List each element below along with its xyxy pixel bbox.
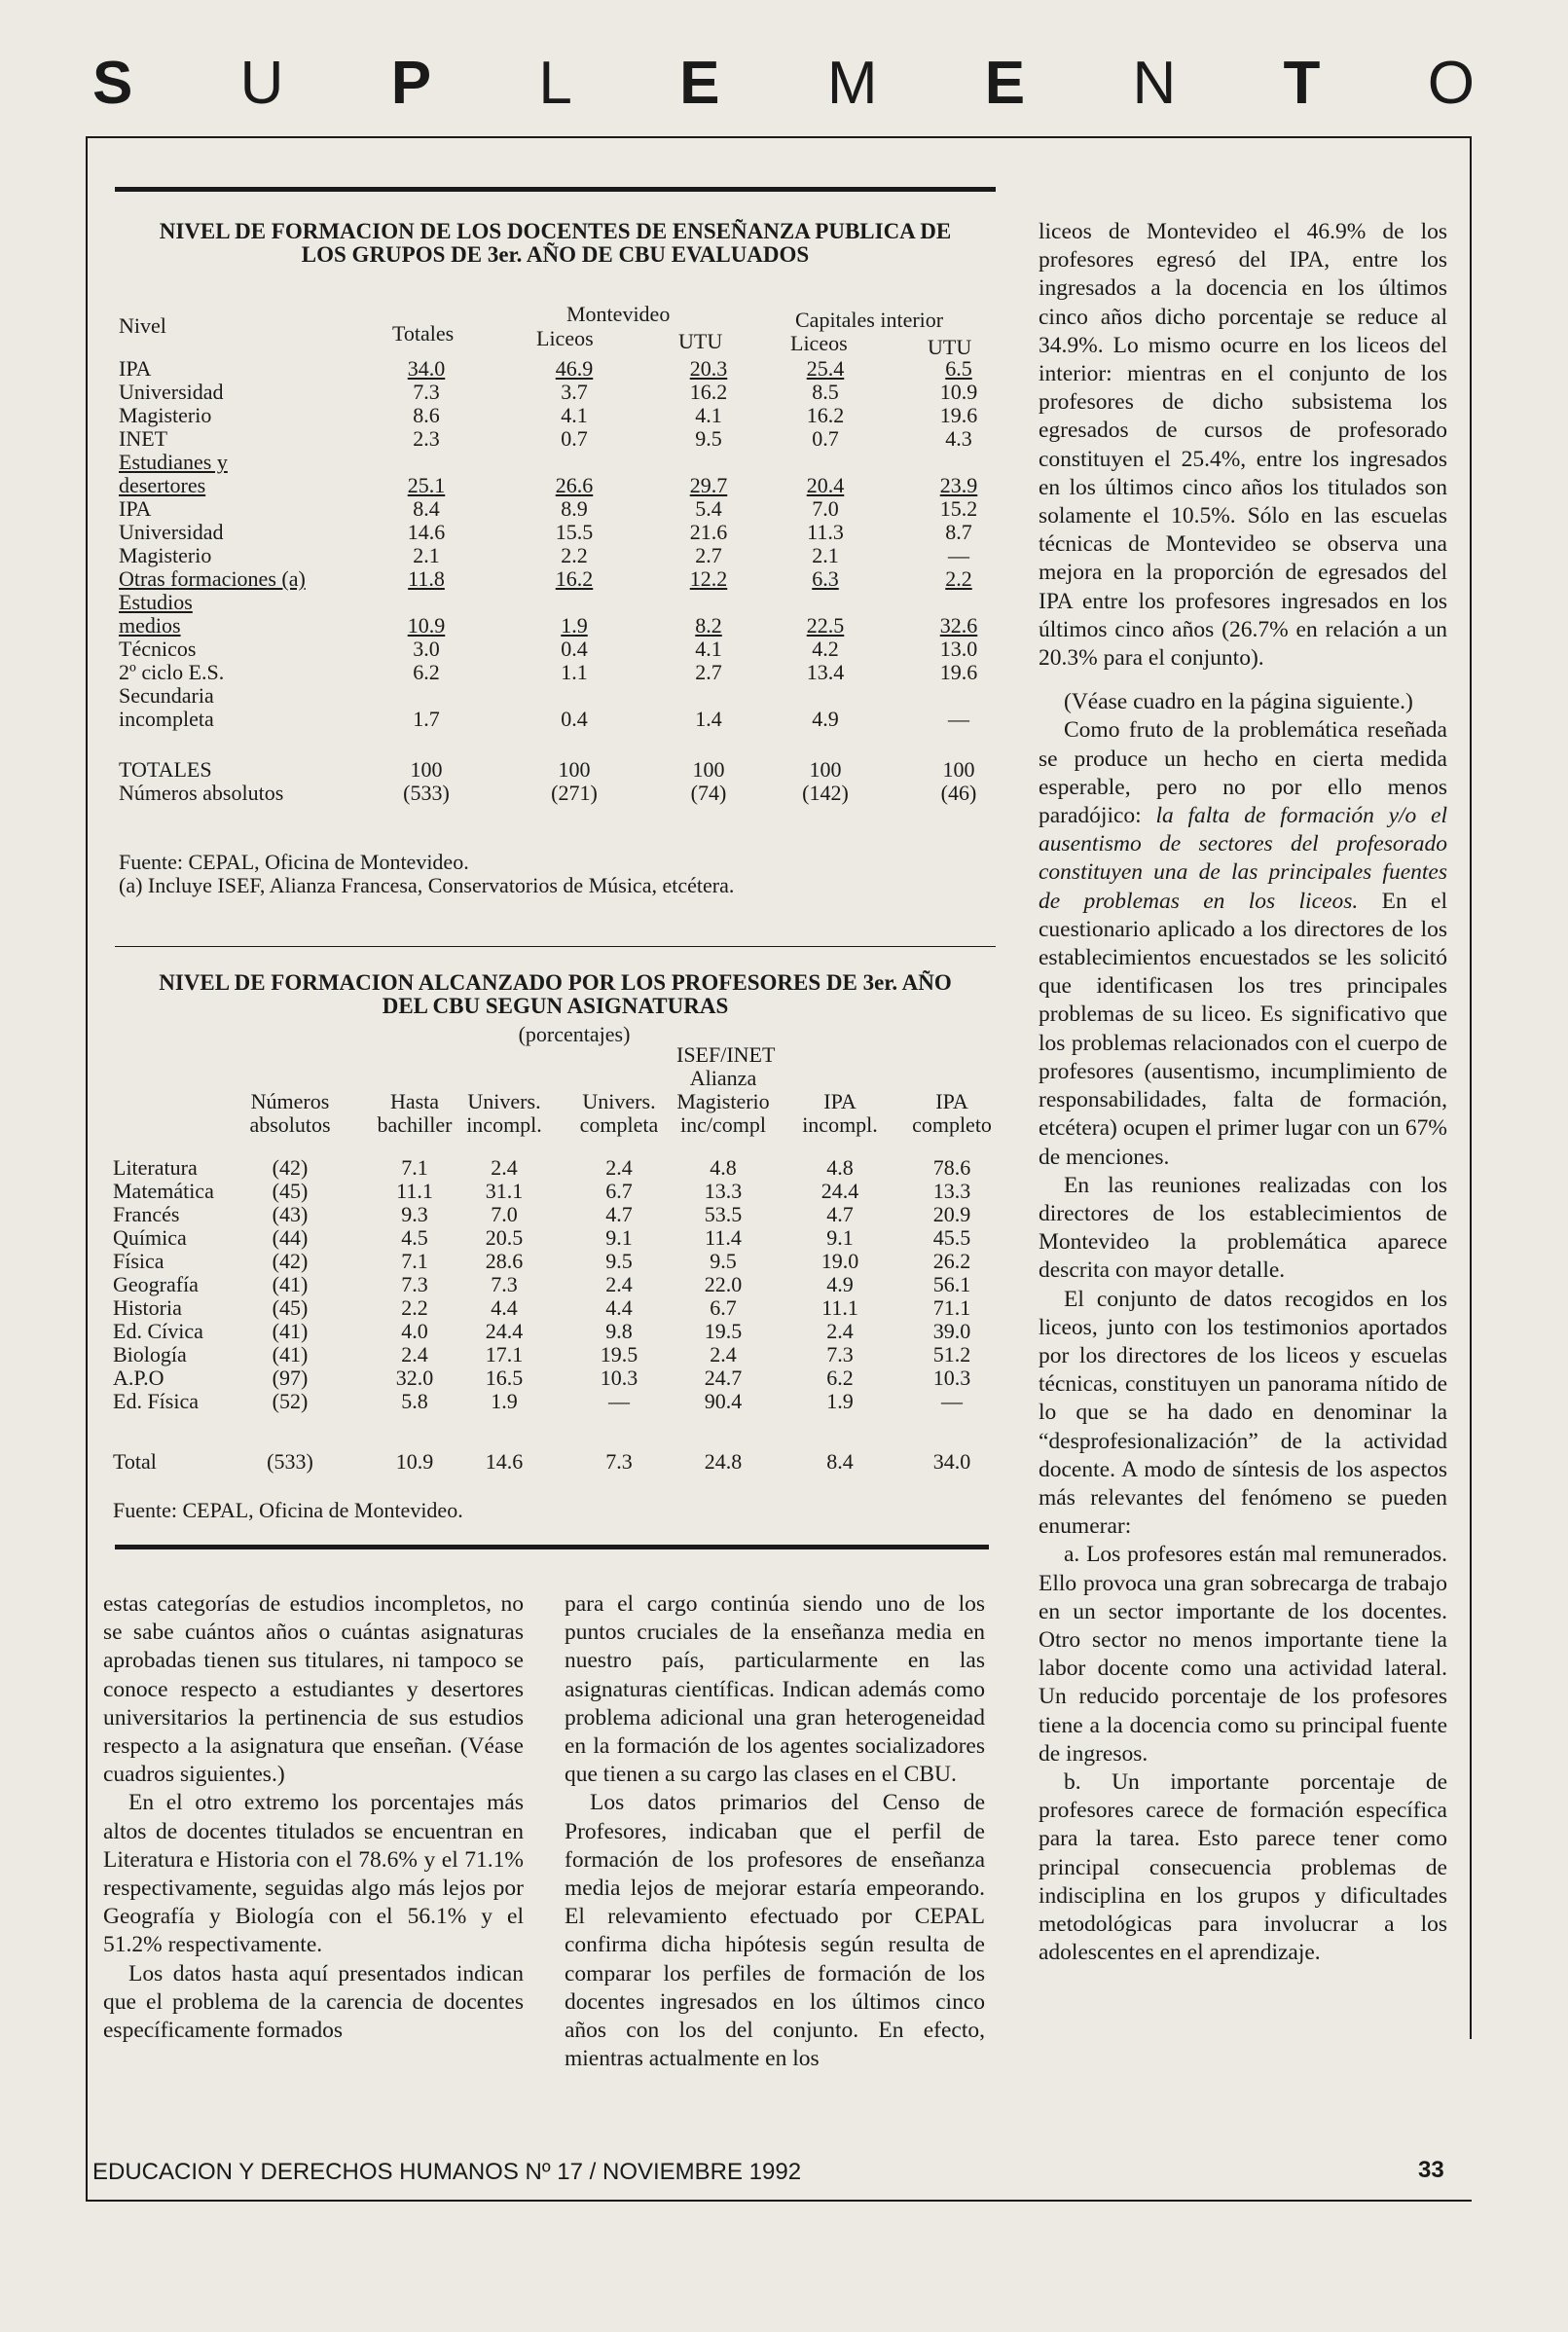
header-letter: M: [826, 50, 878, 117]
table1-cell: 13.4: [806, 660, 845, 684]
table2-row-label: Ed. Física: [113, 1389, 199, 1413]
header-letter: O: [1427, 50, 1475, 117]
table2-total-label: Total: [113, 1449, 157, 1474]
table2-cell: 31.1: [485, 1179, 524, 1203]
footer-publication: EDUCACION Y DERECHOS HUMANOS Nº 17 / NOVIEMBRE 1992: [92, 2159, 802, 2185]
table1-cell: 13.0: [939, 637, 978, 661]
table1-cell: 34.0: [407, 356, 446, 381]
frame-top-rule: [86, 136, 1472, 138]
table2-cell: 4.0: [401, 1319, 428, 1343]
table2-col-header: incompl.: [802, 1112, 878, 1137]
table2-cell: 4.8: [826, 1155, 854, 1180]
table2-col-header: Hasta: [389, 1089, 440, 1113]
table1-cell: 0.7: [561, 426, 588, 451]
table1-cell: 16.2: [806, 403, 845, 427]
col-header-liceos: Liceos: [536, 326, 594, 350]
table2-cell: 7.1: [401, 1155, 428, 1180]
table2-cell: 2.4: [826, 1319, 854, 1343]
table2-cell: 6.7: [710, 1295, 737, 1320]
table2-col-header: IPA: [935, 1089, 968, 1113]
table2-cell: 7.0: [491, 1202, 518, 1226]
table2-row-label: Literatura: [113, 1155, 198, 1180]
supplement-header: [92, 49, 1475, 118]
table2-cell: 4.7: [826, 1202, 854, 1226]
table1-cell: 3.7: [561, 380, 588, 404]
table2-cell: 24.7: [704, 1366, 743, 1390]
table2-total-cell: 8.4: [826, 1449, 854, 1474]
paragraph: Los datos hasta aquí presentados indican que el problema de la carencia de docentes específicamente formados: [103, 1960, 524, 2044]
table2-cell: 7.3: [401, 1272, 428, 1296]
table1-cell: 12.2: [689, 566, 728, 591]
col-header-montevideo: Montevideo: [566, 302, 671, 326]
table2-cell: 11.1: [396, 1179, 433, 1203]
table2-cell: 9.5: [605, 1249, 633, 1273]
table2-cell: 45.5: [932, 1225, 971, 1250]
table2-col-header: inc/compl: [680, 1112, 766, 1137]
header-letter: L: [538, 50, 572, 117]
table1-cell: 2.2: [561, 543, 588, 567]
frame-right-rule: [1470, 136, 1472, 2039]
table1-cell: 14.6: [407, 520, 446, 544]
table1-cell: (46): [940, 781, 977, 805]
table2-cell: 13.3: [704, 1179, 743, 1203]
table2-cell: 20.5: [485, 1225, 524, 1250]
table2-cell: —: [608, 1389, 630, 1413]
table2-cell: 4.9: [826, 1272, 854, 1296]
header-letter: P: [390, 50, 432, 117]
table1-cell: 4.9: [812, 707, 839, 731]
table1-title: [115, 220, 996, 267]
table1-cell: 100: [558, 757, 591, 782]
table1-top-rule: [115, 187, 996, 192]
table2-cell: 11.1: [821, 1295, 858, 1320]
table2-col-header: incompl.: [466, 1112, 542, 1137]
table2-cell: 6.7: [605, 1179, 633, 1203]
table1-cell: (533): [403, 781, 450, 805]
table1-cell: 20.4: [806, 473, 845, 497]
table2-cell: 20.9: [932, 1202, 971, 1226]
col-header-utu: UTU: [678, 329, 723, 353]
table2-col-header: ISEF/INET: [676, 1042, 776, 1067]
table2-cell: 24.4: [485, 1319, 524, 1343]
left-column-text: [103, 1590, 524, 2045]
paragraph: b. Un importante porcentaje de profesores carece de formación específica para la tarea. Esto parece tener como principal consecuencia problemas de indisciplina en los grupos y dificultades metodológicas para involucrar a los adolescentes en el aprendizaje.: [1039, 1768, 1447, 1966]
table1-cell: 7.0: [812, 496, 839, 521]
table2-cell: 9.8: [605, 1319, 633, 1343]
table2-total-cell: 7.3: [605, 1449, 633, 1474]
table2-row-label: Francés: [113, 1202, 180, 1226]
table2-row-label: A.P.O: [113, 1366, 164, 1390]
table2-cell: 32.0: [395, 1366, 434, 1390]
table1-cell: 16.2: [689, 380, 728, 404]
table1-cell: 0.7: [812, 426, 839, 451]
table2-cell: 19.5: [600, 1342, 638, 1366]
table2-cell: 19.0: [820, 1249, 859, 1273]
table2-subtitle: (porcentajes): [518, 1022, 631, 1046]
table2-cell: 39.0: [932, 1319, 971, 1343]
header-letter: T: [1283, 50, 1321, 117]
table1-cell: (142): [802, 781, 849, 805]
table1-row-label: Estudios: [119, 590, 193, 614]
table2-title: [115, 971, 996, 1018]
table2-cell: (42): [272, 1155, 309, 1180]
table1-cell: 15.5: [555, 520, 594, 544]
table1-cell: 4.2: [812, 637, 839, 661]
table1-cell: 7.3: [413, 380, 440, 404]
paragraph: liceos de Montevideo el 46.9% de los profesores egresó del IPA, entre los ingresados a la docencia en los últimos cinco años dicho porcentaje se reduce al 34.9%. Lo mismo ocurre en los liceos del interior: mientras en el conjunto de los profesores de dicho subsistema los egresados de cursos de profesorado constituyen el 25.4%, entre los ingresados en los últimos cinco años los titulados son solamente el 10.5%. Sólo en las escuelas técnicas de Montevideo se observa una mejora en la proporción de egresados del IPA entre los profesores ingresados en los últimos cinco años (26.7% en relación a un 20.3% para el conjunto).: [1039, 219, 1447, 672]
table1-row-label: Números absolutos: [119, 781, 284, 805]
table1-cell: 2.1: [812, 543, 839, 567]
paragraph: Los datos primarios del Censo de Profesores, indicaban que el perfil de formación de los profesores de enseñanza media lejos de mejorar estaría empeorando. El relevamiento efectuado por CEPAL confirma dicha hipótesis según resulta de comparar los perfiles de formación de los docentes ingresados en los últimos cinco años con los del conjunto. En efecto, mientras actualmente en los: [565, 1790, 985, 2072]
table2-cell: 26.2: [932, 1249, 971, 1273]
header-letter: E: [984, 50, 1026, 117]
table2-cell: 13.3: [932, 1179, 971, 1203]
paragraph: En las reuniones realizadas con los directores de los establecimientos de Montevideo la problemática aparece descrita con mayor detalle.: [1039, 1172, 1447, 1284]
table1-cell: 1.1: [561, 660, 588, 684]
header-letter: S: [92, 50, 133, 117]
table2-cell: 1.9: [491, 1389, 518, 1413]
table1-cell: 8.4: [413, 496, 440, 521]
table2-cell: 2.4: [491, 1155, 518, 1180]
table1-row-label: desertores: [119, 473, 206, 497]
table2-row-label: Biología: [113, 1342, 187, 1366]
table1-row-label: medios: [119, 613, 181, 638]
table2-source: Fuente: CEPAL, Oficina de Montevideo.: [113, 1498, 463, 1522]
table2-title-line: NIVEL DE FORMACION ALCANZADO POR LOS PROFESORES DE 3er. AÑO: [159, 970, 952, 995]
table1-cell: 32.6: [939, 613, 978, 638]
table2-row-label: Física: [113, 1249, 164, 1273]
table1-note: (a) Incluye ISEF, Alianza Francesa, Conservatorios de Música, etcétera.: [119, 873, 735, 897]
table1-cell: 11.3: [807, 520, 844, 544]
header-letter: E: [679, 50, 720, 117]
table1-cell: 11.8: [408, 566, 445, 591]
table1-title-line: LOS GRUPOS DE 3er. AÑO DE CBU EVALUADOS: [301, 242, 810, 267]
table2-cell: 2.4: [605, 1272, 633, 1296]
table2-col-header: IPA: [823, 1089, 857, 1113]
table1-row-label: Universidad: [119, 520, 224, 544]
table1-row-label: INET: [119, 426, 168, 451]
table1-cell: 26.6: [555, 473, 594, 497]
table1-cell: 19.6: [939, 403, 978, 427]
table2-cell: 22.0: [704, 1272, 743, 1296]
table1-row-label: IPA: [119, 356, 152, 381]
table2-total-cell: (533): [267, 1449, 313, 1474]
frame-bottom-rule: [86, 2200, 1472, 2202]
table1-cell: 100: [410, 757, 443, 782]
table2-cell: 4.8: [710, 1155, 737, 1180]
table1-cell: (271): [551, 781, 598, 805]
frame-left-rule: [86, 136, 88, 2200]
table1-cell: (74): [690, 781, 727, 805]
text-run: En el cuestionario aplicado a los directores de los establecimientos encuestados se les solicitó que identificasen los tres principales problemas de su liceo. Es significativo que los problemas relacionados con el cuerpo de profesores (ausentismo, incumplimiento de responsabilidades, falta de formación, etcétera) ocupen el primer lugar con un 67% de menciones.: [1039, 888, 1447, 1170]
table1-cell: 15.2: [939, 496, 978, 521]
table1-cell: 2.2: [945, 566, 972, 591]
table1-cell: 22.5: [806, 613, 845, 638]
table2-cell: 9.1: [605, 1225, 633, 1250]
table1-cell: 2.3: [413, 426, 440, 451]
table2-total-cell: 14.6: [485, 1449, 524, 1474]
table2-cell: 10.3: [932, 1366, 971, 1390]
table2-col-header: absolutos: [249, 1112, 331, 1137]
table1-cell: 1.9: [561, 613, 588, 638]
table1-cell: 21.6: [689, 520, 728, 544]
table2-cell: 2.2: [401, 1295, 428, 1320]
table1-cell: 46.9: [555, 356, 594, 381]
table1-title-line: NIVEL DE FORMACION DE LOS DOCENTES DE ENSEÑANZA PUBLICA DE: [159, 219, 952, 243]
table2-row-label: Historia: [113, 1295, 182, 1320]
table2-cell: 28.6: [485, 1249, 524, 1273]
table2-row-label: Ed. Cívica: [113, 1319, 203, 1343]
table1-cell: 6.2: [413, 660, 440, 684]
table1-cell: —: [948, 707, 969, 731]
table1-cell: 8.5: [812, 380, 839, 404]
table2-cell: (42): [272, 1249, 309, 1273]
col-header-liceos: Liceos: [790, 331, 848, 355]
table2-cell: (41): [272, 1319, 309, 1343]
table1-cell: 6.5: [945, 356, 972, 381]
table2-col-header: completa: [579, 1112, 659, 1137]
table2-cell: (45): [272, 1179, 309, 1203]
table2-cell: 9.1: [826, 1225, 854, 1250]
paragraph: [1039, 716, 1447, 1171]
table2-total-cell: 10.9: [395, 1449, 434, 1474]
table2-cell: 2.4: [401, 1342, 428, 1366]
table1-cell: 2.1: [413, 543, 440, 567]
table1-row-label: Universidad: [119, 380, 224, 404]
table1-cell: 8.9: [561, 496, 588, 521]
table2-cell: 17.1: [485, 1342, 524, 1366]
table1-cell: 23.9: [939, 473, 978, 497]
table2-col-header: Números: [250, 1089, 330, 1113]
paragraph: En el otro extremo los porcentajes más altos de docentes titulados se encuentran en Literatura e Historia con el 78.6% y el 71.1% respectivamente, seguidas algo más lejos por Geografía y Biología con el 56.1% y el 51.2% respectivamente.: [103, 1790, 524, 1958]
table2-cell: 90.4: [704, 1389, 743, 1413]
table1-row-label: 2º ciclo E.S.: [119, 660, 225, 684]
table1-cell: 25.1: [407, 473, 446, 497]
table2-cell: 24.4: [820, 1179, 859, 1203]
page-number: 33: [1418, 2157, 1444, 2183]
table1-row-label: Magisterio: [119, 403, 212, 427]
table2-cell: 6.2: [826, 1366, 854, 1390]
table2-total-cell: 34.0: [932, 1449, 971, 1474]
table2-cell: (52): [272, 1389, 309, 1413]
table1-cell: 29.7: [689, 473, 728, 497]
table2-bottom-rule: [115, 1545, 989, 1549]
table2-cell: —: [941, 1389, 963, 1413]
table2-col-header: Univers.: [582, 1089, 656, 1113]
table1-row-label: incompleta: [119, 707, 214, 731]
table2-cell: 4.4: [605, 1295, 633, 1320]
table2-cell: 19.5: [704, 1319, 743, 1343]
table1-cell: 1.7: [413, 707, 440, 731]
table2-cell: 56.1: [932, 1272, 971, 1296]
table1-cell: 100: [692, 757, 725, 782]
table2-col-header: bachiller: [377, 1112, 453, 1137]
paragraph: (Véase cuadro en la página siguiente.): [1064, 689, 1413, 715]
table-separator-rule: [115, 946, 996, 947]
table2-cell: 9.3: [401, 1202, 428, 1226]
table1-row-label: Magisterio: [119, 543, 212, 567]
table2-cell: 9.5: [710, 1249, 737, 1273]
table1-cell: 4.1: [695, 637, 722, 661]
table1-source: Fuente: CEPAL, Oficina de Montevideo.: [119, 850, 469, 874]
table2-col-header: Magisterio: [676, 1089, 770, 1113]
col-header-totales: Totales: [392, 321, 455, 346]
table1-cell: 4.1: [695, 403, 722, 427]
table1-cell: 8.7: [945, 520, 972, 544]
table1-cell: 100: [942, 757, 975, 782]
table1-row-label: IPA: [119, 496, 152, 521]
table2-cell: (45): [272, 1295, 309, 1320]
table2-cell: 4.4: [491, 1295, 518, 1320]
col-header-nivel: Nivel: [119, 313, 166, 338]
table2-cell: 5.8: [401, 1389, 428, 1413]
table2-cell: (97): [272, 1366, 309, 1390]
table2-cell: 2.4: [605, 1155, 633, 1180]
table1-cell: 1.4: [695, 707, 722, 731]
table2-cell: (44): [272, 1225, 309, 1250]
table1-cell: 6.3: [812, 566, 839, 591]
col-header-utu: UTU: [928, 335, 972, 359]
table2-cell: 10.3: [600, 1366, 638, 1390]
paragraph: a. Los profesores están mal remunerados. Ello provoca una gran sobrecarga de trabajo en un sector importante de los docentes. Otro sector no menos importante tiene la labor docente como una actividad lateral. Un reducido porcentaje de los profesores tiene a la docencia como su principal fuente de ingresos.: [1039, 1542, 1447, 1767]
table1-cell: 3.0: [413, 637, 440, 661]
table2-cell: (41): [272, 1342, 309, 1366]
table1-row-label: Técnicos: [119, 637, 197, 661]
table2-cell: 78.6: [932, 1155, 971, 1180]
header-letter: N: [1132, 50, 1177, 117]
table2-row-label: Matemática: [113, 1179, 214, 1203]
right-column-text: [1039, 218, 1447, 1967]
col-header-capitales: Capitales interior: [795, 308, 944, 332]
table2-col-header: Alianza: [689, 1066, 757, 1090]
table1-row-label: Otras formaciones (a): [119, 566, 306, 591]
table2-cell: 53.5: [704, 1202, 743, 1226]
paragraph: para el cargo continúa siendo uno de los puntos cruciales de la enseñanza media en nuestro país, particularmente en las asignaturas científicas. Indican además como problema adicional una gran heterogeneidad en la formación de los agentes socializadores que tienen a su cargo las clases en el CBU.: [565, 1591, 985, 1788]
table1-cell: 0.4: [561, 637, 588, 661]
table2-cell: 7.1: [401, 1249, 428, 1273]
table2-cell: 51.2: [932, 1342, 971, 1366]
table1-cell: 0.4: [561, 707, 588, 731]
table2-cell: 1.9: [826, 1389, 854, 1413]
table1-cell: 10.9: [407, 613, 446, 638]
table1-cell: 20.3: [689, 356, 728, 381]
italic-emphasis: la falta de formación y/o el ausentismo de sectores del profesorado constituyen una de las principales fuentes de problemas en los liceos.: [1039, 803, 1447, 914]
table2-cell: 2.4: [710, 1342, 737, 1366]
table1-cell: 4.3: [945, 426, 972, 451]
table1-row-label: Estudianes y: [119, 450, 228, 474]
table2-cell: (41): [272, 1272, 309, 1296]
middle-column-text: [565, 1590, 985, 2073]
table2-total-cell: 24.8: [704, 1449, 743, 1474]
table1-cell: 9.5: [695, 426, 722, 451]
table2-col-header: completo: [912, 1112, 992, 1137]
table1-cell: 19.6: [939, 660, 978, 684]
table2-cell: 7.3: [491, 1272, 518, 1296]
table1-cell: 8.6: [413, 403, 440, 427]
table2-row-label: Química: [113, 1225, 187, 1250]
header-letter: U: [239, 50, 284, 117]
table1-cell: 25.4: [806, 356, 845, 381]
table2-title-line: DEL CBU SEGUN ASIGNATURAS: [382, 994, 729, 1018]
paragraph: estas categorías de estudios incompletos, no se sabe cuántos años o cuántas asignaturas aprobadas tienen sus titulares, ni tampoco se conoce respecto a estudiantes y desertores universitarios la pertinencia de sus estudios respecto a la asignatura que enseñan. (Véase cuadros siguientes.): [103, 1591, 524, 1788]
table1-cell: 2.7: [695, 660, 722, 684]
table2-cell: 16.5: [485, 1366, 524, 1390]
table1-row-label: Secundaria: [119, 683, 214, 708]
table2-cell: 11.4: [705, 1225, 742, 1250]
table1-cell: 100: [809, 757, 842, 782]
table2-cell: 4.5: [401, 1225, 428, 1250]
table2-cell: 7.3: [826, 1342, 854, 1366]
table2-row-label: Geografía: [113, 1272, 199, 1296]
table2-cell: (43): [272, 1202, 309, 1226]
table1-cell: 10.9: [939, 380, 978, 404]
table2-cell: 4.7: [605, 1202, 633, 1226]
table1-cell: 5.4: [695, 496, 722, 521]
table1-cell: 16.2: [555, 566, 594, 591]
table2-cell: 71.1: [932, 1295, 971, 1320]
table1-cell: 8.2: [695, 613, 722, 638]
table1-cell: 2.7: [695, 543, 722, 567]
paragraph: El conjunto de datos recogidos en los liceos, junto con los testimonios aportados por los directores de los liceos y escuelas técnicas, constituyen un panorama nítido de lo que se ha dado en denominar la “desprofesionalización” de la actividad docente. A modo de síntesis de los aspectos más relevantes del fenómeno se pueden enumerar:: [1039, 1286, 1447, 1540]
table1-cell: 4.1: [561, 403, 588, 427]
table1-cell: —: [948, 543, 969, 567]
table1-row-label: TOTALES: [119, 757, 212, 782]
table2-col-header: Univers.: [467, 1089, 541, 1113]
text-run: Como fruto de la problemática reseñada se produce un hecho en cierta medida esperable, pero no por ello menos paradójico:: [1039, 717, 1447, 829]
